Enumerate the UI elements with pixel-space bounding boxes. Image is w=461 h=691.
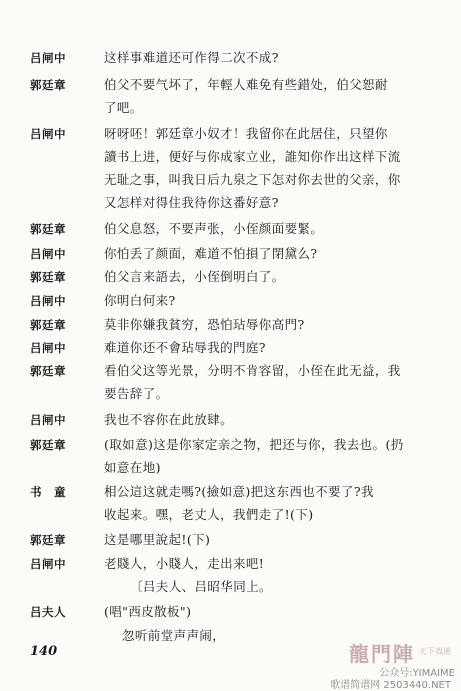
speaker-name: 郭廷章 <box>30 438 66 452</box>
dialogue-text: 收起来。嘿，老丈人，我們走了!(下) <box>104 507 314 522</box>
dialogue-text: 这样事难道还可作得二次不成? <box>104 50 279 65</box>
dialogue-text: 莫非你嫌我貧穷，恐怕玷辱你高門? <box>104 317 305 332</box>
dialogue-line <box>30 434 450 456</box>
watermark-brand-small: 天下戏迷 <box>419 647 451 656</box>
dialogue-line <box>30 601 450 623</box>
watermark-site: 歌谱简谱网 2503440.NET <box>330 680 451 691</box>
dialogue-text: 老賤人，小賤人，走出来吧! <box>104 556 265 571</box>
dialogue-line <box>30 266 450 288</box>
speaker-name: 郭廷章 <box>30 270 66 284</box>
speaker-name: 吕闸中 <box>30 341 66 355</box>
speaker-name: 郭廷章 <box>30 222 66 236</box>
speaker-name: 吕闸中 <box>30 127 66 141</box>
dialogue-text: 又怎样对得住我待你这番好意? <box>104 195 279 210</box>
speaker-name: 郭廷章 <box>30 78 66 92</box>
dialogue-text: 你明白何来? <box>104 293 176 308</box>
dialogue-line <box>30 123 450 145</box>
dialogue-text: 要告辞了。 <box>104 386 169 401</box>
dialogue-line <box>30 553 450 575</box>
dialogue-line <box>30 383 450 405</box>
dialogue-line <box>30 169 450 191</box>
watermark-account: 公众号:YIMAIME <box>379 668 455 679</box>
dialogue-line <box>30 314 450 336</box>
dialogue-line <box>30 409 450 431</box>
speaker-name: 吕闸中 <box>30 294 66 308</box>
dialogue-text: 看伯父这等光景，分明不肯容留，小侄在此无益，我 <box>104 363 401 378</box>
watermark-brand: 龍門陣 <box>349 642 415 666</box>
dialogue-line <box>30 360 450 382</box>
dialogue-text: 伯父不要气坏了，年輕人难免有些錯处，伯父恕耐 <box>104 77 388 92</box>
dialogue-text: 伯父息怒，不要声张，小侄颜面要緊。 <box>104 221 324 236</box>
speaker-name: 郭廷章 <box>30 318 66 332</box>
dialogue-text: 忽听前堂声声闹， <box>122 628 226 643</box>
speaker-name: 吕闸中 <box>30 557 66 571</box>
speaker-name: 郭廷章 <box>30 533 66 547</box>
dialogue-line <box>30 337 450 359</box>
dialogue-line <box>30 504 450 526</box>
dialogue-line <box>30 529 450 551</box>
dialogue-line <box>30 47 450 69</box>
dialogue-line <box>30 74 450 96</box>
dialogue-text: 伯父言来語去，小侄倒明白了。 <box>104 269 285 284</box>
dialogue-line <box>30 290 450 312</box>
dialogue-text: 我也不容你在此放肆。 <box>104 412 234 427</box>
dialogue-line <box>30 192 450 214</box>
speaker-name: 书 童 <box>30 485 66 499</box>
dialogue-line <box>30 146 450 168</box>
dialogue-text: 如意在地) <box>104 460 161 475</box>
dialogue-line <box>30 97 450 119</box>
watermark <box>285 638 455 691</box>
dialogue-text: 这是哪里說起!(下) <box>104 532 211 547</box>
speaker-name: 吕闸中 <box>30 247 66 261</box>
dialogue-line <box>30 481 450 503</box>
dialogue-text: 讀书上进，便好与你成家立业，誰知你作出这样下流 <box>104 149 401 164</box>
dialogue-text: (唱"西皮散板") <box>104 604 192 619</box>
dialogue-text: 难道你还不會玷辱我的門庭? <box>104 340 266 355</box>
dialogue-text: 无耻之事，叫我日后九泉之下怎对你去世的父亲，你 <box>104 172 401 187</box>
page-number: 140 <box>30 644 58 659</box>
dialogue-text: 〔吕夫人、吕昭华同上。 <box>130 579 272 594</box>
dialogue-line <box>30 243 450 265</box>
dialogue-text: (取如意)这是你家定亲之物，把还与你，我去也。(扔 <box>104 437 404 452</box>
speaker-name: 吕夫人 <box>30 605 66 619</box>
speaker-name: 吕闸中 <box>30 51 66 65</box>
stage-direction-line <box>30 576 450 598</box>
dialogue-line <box>30 218 450 240</box>
dialogue-text: 呀呀呸！郭廷章小奴才！我留你在此居住，只望你 <box>104 126 388 141</box>
speaker-name: 郭廷章 <box>30 364 66 378</box>
dialogue-text: 相公這这就走嗎?(撿如意)把这东西也不要了?我 <box>104 484 374 499</box>
dialogue-text: 了吧。 <box>104 100 143 115</box>
dialogue-text: 你怕丢了颜面，难道不怕損了閉黛么? <box>104 246 318 261</box>
dialogue-line <box>30 457 450 479</box>
speaker-name: 吕闸中 <box>30 413 66 427</box>
